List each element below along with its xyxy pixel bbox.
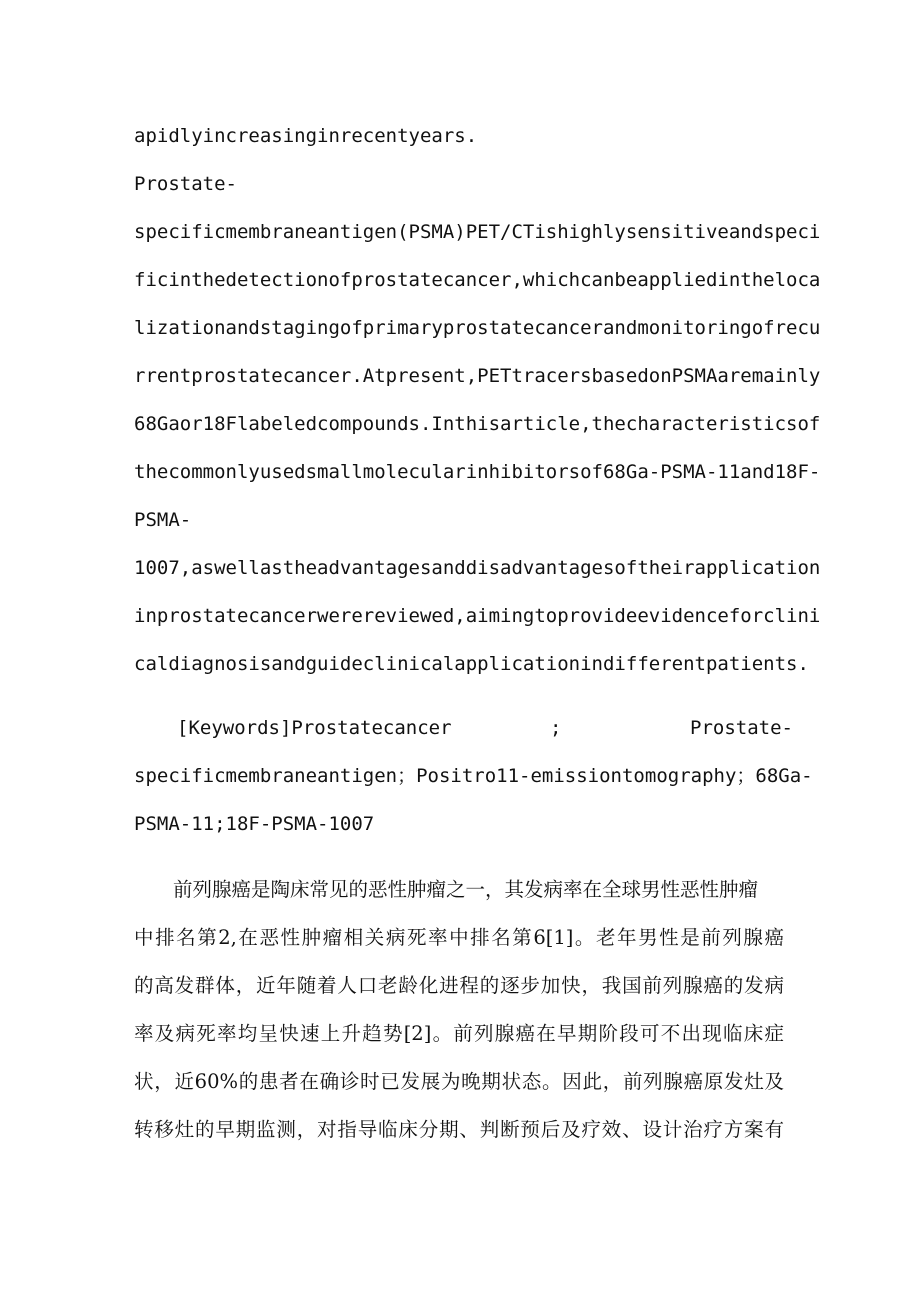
body-line-5: 状，近60%的患者在确诊时已发展为晚期状态。因此，前列腺癌原发灶及 <box>134 1070 784 1093</box>
abstract-line-4: ficinthedetectionofprostatecancer,whichcanbeappliedintheloca <box>134 269 821 291</box>
abstract-line-12: caldiagnosisandguideclinicalapplicationindifferentpatients. <box>134 653 809 675</box>
abstract-line-11: inprostatecancerwerereviewed,aimingtoprovideevidenceforclini <box>134 605 821 627</box>
keywords-line-2: specificmembraneantigen；Positro11-emissiontomography；68Ga- <box>134 765 813 787</box>
body-line-1: 前列腺癌是陶床常见的恶性肿瘤之一，其发病率在全球男性恶性肿瘤 <box>173 878 759 901</box>
keywords-trail: Prostate- <box>690 717 793 739</box>
abstract-line-8: thecommonlyusedsmallmolecularinhibitorsof68Ga-PSMA-11and18F- <box>134 461 821 483</box>
body-line-4: 率及病死率均呈快速上升趋势[2]。前列腺癌在早期阶段可不出现临床症 <box>134 1022 784 1045</box>
keywords-semicolon: ; <box>550 717 562 739</box>
body-line-2: 中排名第2,在恶性肿瘤相关病死率中排名第6[1]。老年男性是前列腺癌 <box>134 926 784 949</box>
keywords-line-3: PSMA-11;18F-PSMA-1007 <box>134 813 375 835</box>
body-line-3: 的高发群体，近年随着人口老龄化进程的逐步加快，我国前列腺癌的发病 <box>134 974 784 997</box>
abstract-line-7: 68Gaor18Flabeledcompounds.Inthisarticle,thecharacteristicsof <box>134 413 821 435</box>
abstract-line-1: apidlyincreasinginrecentyears. <box>134 125 478 147</box>
abstract-line-5: lizationandstagingofprimaryprostatecancerandmonitoringofrecu <box>134 317 821 339</box>
abstract-line-9: PSMA- <box>134 509 192 531</box>
keywords-lead: [Keywords]Prostatecancer <box>177 717 452 739</box>
abstract-line-10: 1007,aswellastheadvantagesanddisadvantagesoftheirapplication <box>134 557 821 579</box>
abstract-line-2: Prostate- <box>134 173 237 195</box>
abstract-line-3: specificmembraneantigen(PSMA)PET/CTishighlysensitiveandspeci <box>134 221 821 243</box>
abstract-line-6: rrentprostatecancer.Atpresent,PETtracersbasedonPSMAaremainly <box>134 365 821 387</box>
body-line-6: 转移灶的早期监测，对指导临床分期、判断预后及疗效、设计治疗方案有 <box>134 1118 784 1141</box>
